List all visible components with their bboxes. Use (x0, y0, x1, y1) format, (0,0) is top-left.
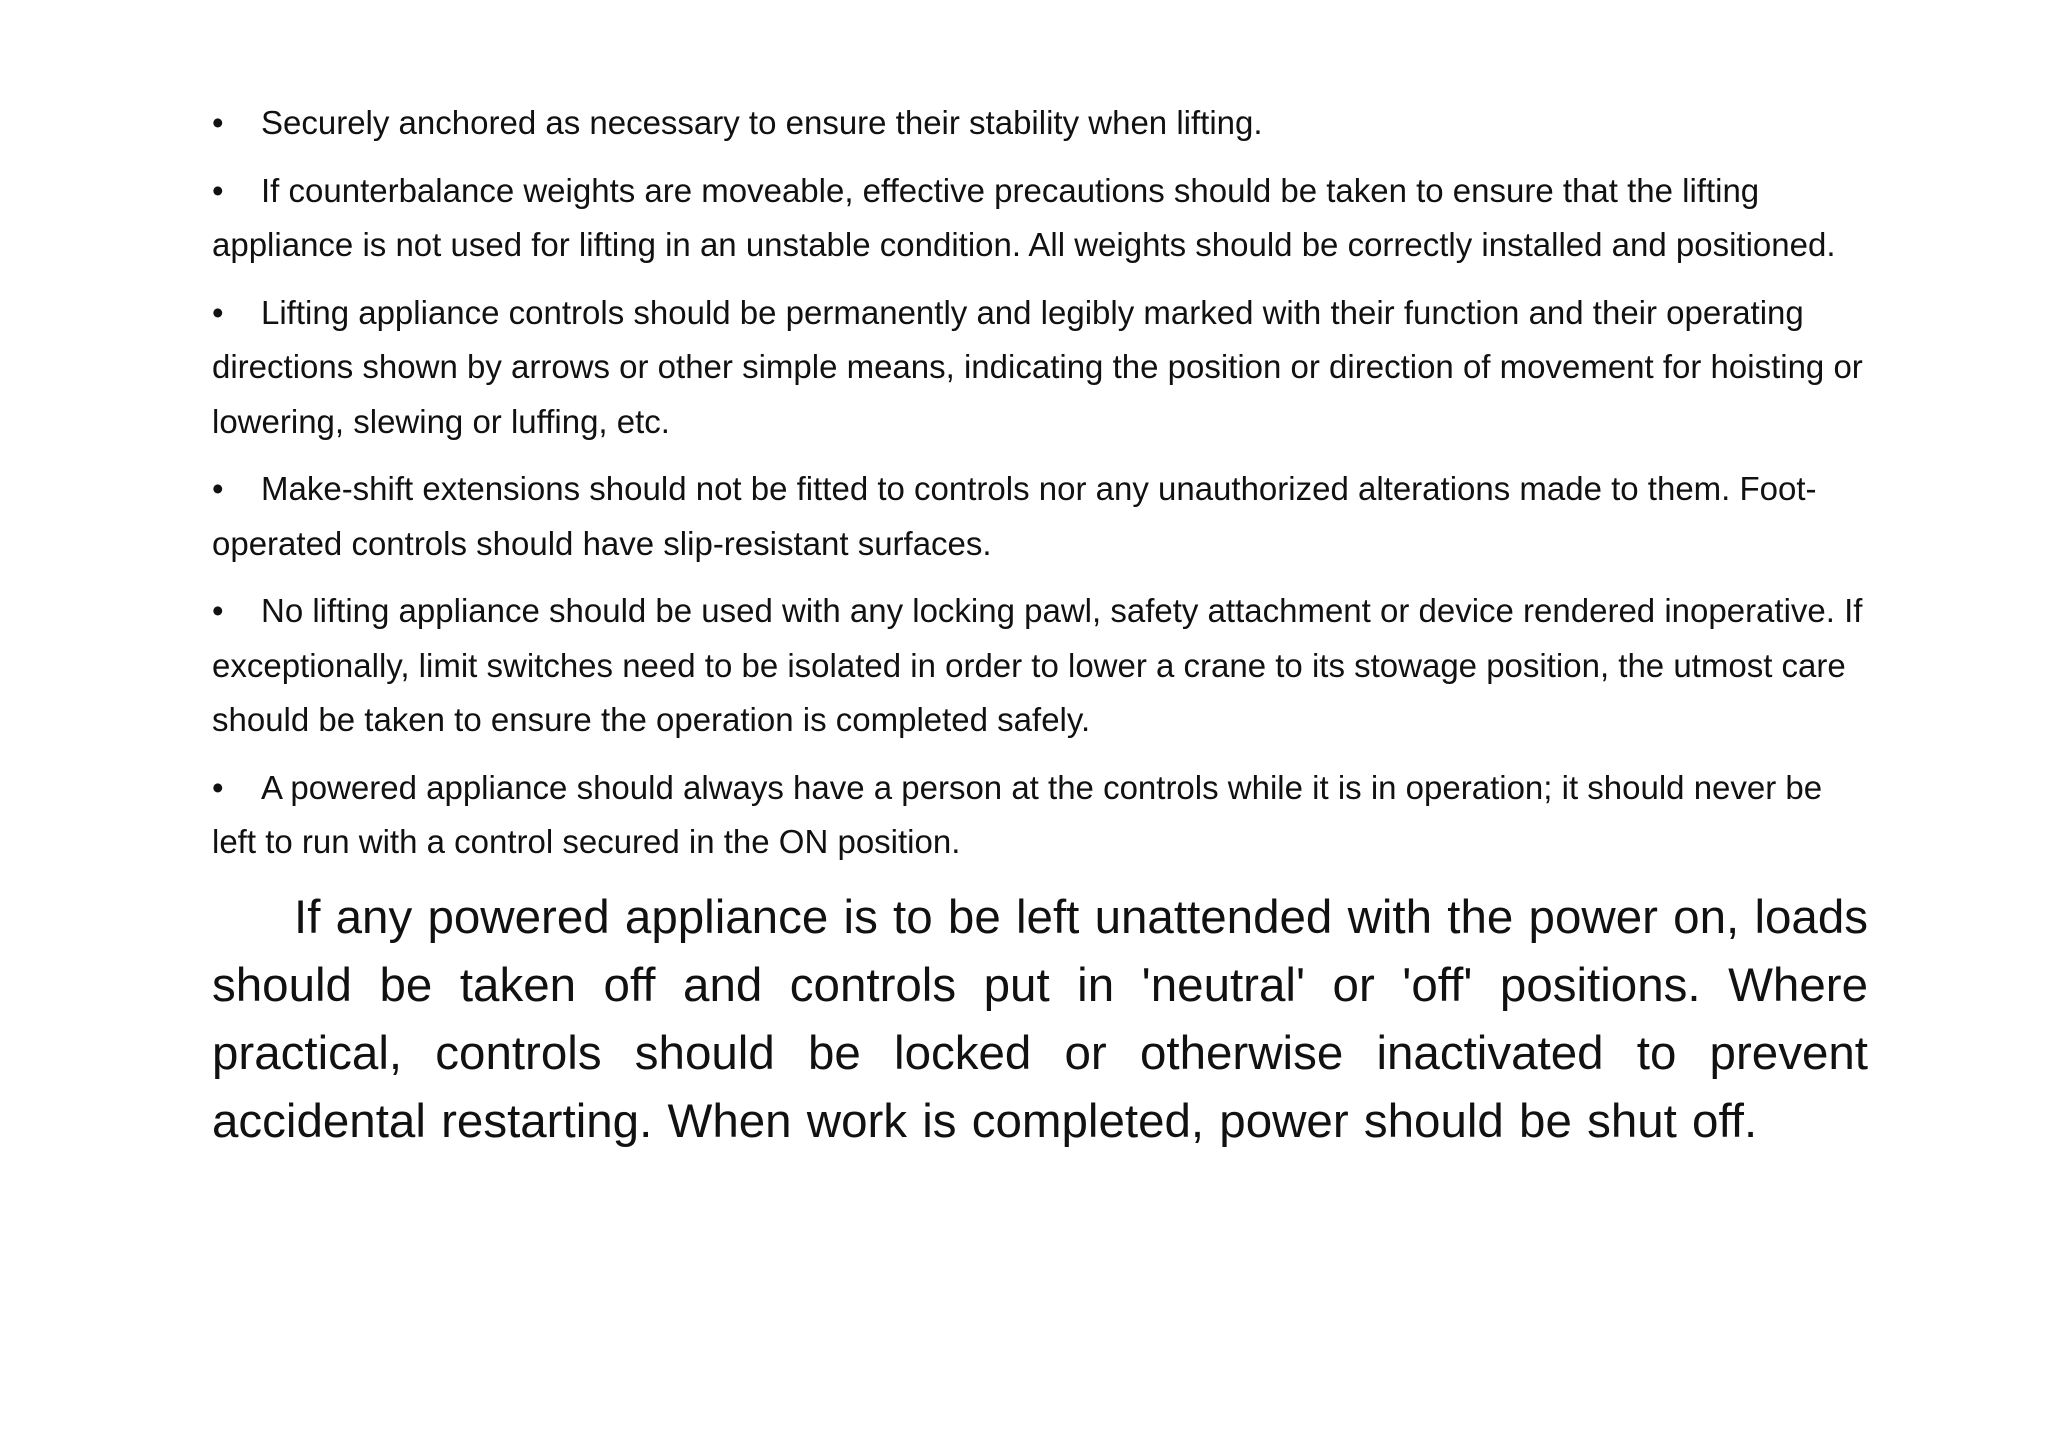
bullet-marker: • (212, 470, 224, 507)
bullet-marker: • (212, 768, 224, 806)
list-item-text: If counterbalance weights are moveable, effective precautions should be taken to ensure that the lifting appliance is not used for lifting in an unstable condition. All weights should be correctly installed and positioned. (212, 171, 1836, 263)
list-item (212, 761, 1868, 870)
list-item (212, 584, 1868, 748)
bullet-marker: • (212, 104, 224, 141)
list-item-text: A powered appliance should always have a person at the controls while it is in operation; it should never be left to run with a control secured in the ON position. (212, 768, 1823, 860)
list-item (212, 96, 1868, 151)
list-item-text: Lifting appliance controls should be permanently and legibly marked with their function and their operating directions shown by arrows or other simple means, indicating the position or direction of movement for hoisting or lowering, slewing or luffing, etc. (212, 293, 1863, 440)
body-paragraph: If any powered appliance is to be left unattended with the power on, loads should be taken off and controls put in 'neutral' or 'off' positions. Where practical, controls should be locked or otherwise inactivated to prevent accidental restarting. When work is completed, power should be shut off. (212, 890, 1868, 1148)
bullet-list (212, 96, 1868, 870)
document-page (212, 96, 1868, 1156)
bullet-marker: • (212, 293, 224, 331)
bullet-marker: • (212, 592, 224, 629)
list-item (212, 286, 1868, 450)
list-item-text: Securely anchored as necessary to ensure their stability when lifting. (261, 104, 1263, 141)
list-item (212, 164, 1868, 273)
bullet-marker: • (212, 171, 224, 209)
list-item-text: Make-shift extensions should not be fitted to controls nor any unauthorized alterations made to them. Foot-operated controls should have slip-resistant surfaces. (212, 470, 1817, 562)
list-item (212, 462, 1868, 571)
list-item-text: No lifting appliance should be used with any locking pawl, safety attachment or device rendered inoperative. If exceptionally, limit switches need to be isolated in order to lower a crane to its stowage position, the utmost care should be taken to ensure the operation is completed safely. (212, 592, 1863, 738)
